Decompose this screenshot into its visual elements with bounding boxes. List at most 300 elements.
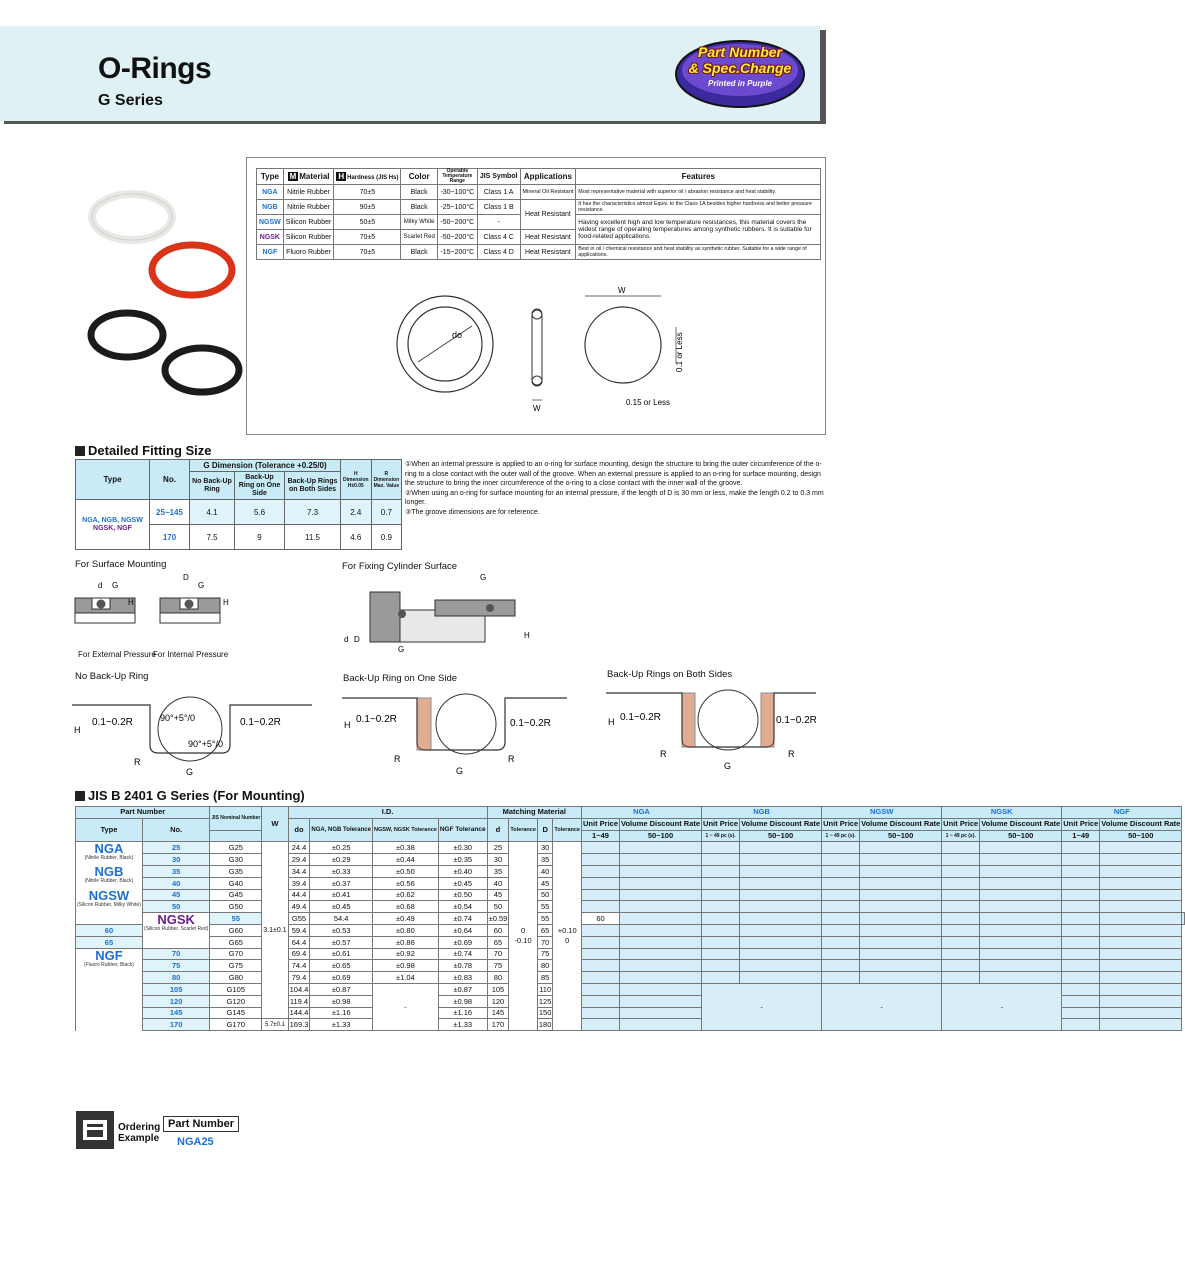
jis-price-cell bbox=[860, 865, 942, 877]
fit-one: 5.6 bbox=[235, 500, 285, 525]
jis-price-cell bbox=[581, 1007, 619, 1019]
jis-price-cell bbox=[1062, 983, 1100, 995]
jis-price-cell bbox=[1100, 1019, 1182, 1031]
jis-price-cell bbox=[942, 901, 980, 913]
jis-d: 75 bbox=[487, 960, 509, 972]
jis-price-cell bbox=[702, 889, 740, 901]
dim-less2: 0.15 or Less bbox=[626, 398, 671, 407]
jis-h-d: d bbox=[487, 818, 509, 842]
jis-ngf-tol: ±0.83 bbox=[438, 972, 487, 984]
jis-type-sub: (Silicon Rubber, Milky White) bbox=[77, 902, 141, 909]
phone-icon bbox=[75, 1110, 115, 1150]
jis-price-cell bbox=[1062, 865, 1100, 877]
jis-ngsw-tol: ±0.44 bbox=[372, 854, 438, 866]
jis-row bbox=[76, 901, 1185, 913]
jis-nga-tol: ±1.33 bbox=[310, 1019, 373, 1031]
jis-price-cell bbox=[860, 960, 942, 972]
jis-bigd: 70 bbox=[537, 936, 553, 948]
both-sides-drawing bbox=[606, 683, 826, 775]
mat-h-hardness-label: Hardness (JIS Hs) bbox=[347, 175, 399, 181]
jis-do: 64.4 bbox=[288, 936, 310, 948]
jis-price-cell bbox=[1062, 854, 1100, 866]
surf-h2: H bbox=[223, 598, 229, 607]
jis-price-cell bbox=[1100, 983, 1182, 995]
jis-price-cell bbox=[581, 865, 619, 877]
jis-row bbox=[76, 936, 1185, 948]
section-square-icon bbox=[75, 791, 85, 801]
jis-do: 39.4 bbox=[288, 877, 310, 889]
jis-price-cell bbox=[822, 854, 860, 866]
jis-price-cell bbox=[581, 936, 619, 948]
jis-price-cell bbox=[1100, 889, 1182, 901]
jis-do: 144.4 bbox=[289, 1008, 309, 1018]
jis-no: 145 bbox=[142, 1007, 209, 1019]
jis-h-q2: 50~100 bbox=[620, 830, 702, 842]
mat-h-temp: Operable Temperature Range bbox=[437, 169, 477, 185]
jis-h-unit: Unit Price bbox=[582, 819, 618, 829]
jis-price-cell bbox=[1100, 960, 1182, 972]
jis-h-q1: 1~49 bbox=[1062, 830, 1100, 842]
mat-h-material bbox=[283, 169, 334, 185]
jis-ngf-tol: ±0.40 bbox=[438, 865, 487, 877]
jis-price-cell bbox=[620, 842, 702, 854]
jis-h-id: I.D. bbox=[288, 807, 487, 819]
fit-none: 7.5 bbox=[190, 525, 235, 550]
nb-angle2: 90°+5°/0 bbox=[188, 739, 223, 749]
fit-both: 11.5 bbox=[285, 525, 341, 550]
jis-d: 70 bbox=[487, 948, 509, 960]
jis-h-q2: 50~100 bbox=[740, 830, 822, 842]
jis-price-cell bbox=[1062, 936, 1100, 948]
jis-h-vol: Volume Discount Rate bbox=[861, 819, 941, 829]
jis-price-cell bbox=[860, 854, 942, 866]
jis-price-cell bbox=[581, 983, 619, 995]
jis-price-cell bbox=[581, 924, 619, 936]
jis-do: 69.4 bbox=[288, 948, 310, 960]
jis-price-cell bbox=[822, 877, 860, 889]
jis-bigd: 150 bbox=[538, 1008, 552, 1018]
jis-h-vol: Volume Discount Rate bbox=[1101, 819, 1181, 829]
jis-no: 55 bbox=[210, 913, 262, 925]
jis-price-cell bbox=[581, 972, 619, 984]
jis-price-cell bbox=[1100, 877, 1182, 889]
mat-material: Silicon Rubber bbox=[283, 215, 334, 230]
mat-h-features: Features bbox=[576, 169, 821, 185]
mat-app: Heat Resistant bbox=[520, 245, 576, 260]
jis-price-cell bbox=[702, 972, 740, 984]
jis-nominal: G30 bbox=[210, 854, 262, 866]
jis-price-cell bbox=[942, 948, 980, 960]
badge-line2: & Spec.Change bbox=[688, 60, 792, 76]
jis-price-cell bbox=[822, 901, 860, 913]
jis-h-unit: Unit Price bbox=[703, 819, 739, 829]
jis-ngf-tol: ±0.30 bbox=[438, 842, 487, 854]
mat-h-type: Type bbox=[257, 169, 284, 185]
jis-nominal: G45 bbox=[210, 889, 262, 901]
jis-h-vol: Volume Discount Rate bbox=[741, 819, 821, 829]
jis-row bbox=[76, 983, 1185, 995]
jis-price-cell bbox=[702, 854, 740, 866]
caption-surface: For Surface Mounting bbox=[75, 559, 167, 570]
material-m-icon: M bbox=[289, 172, 297, 181]
jis-do: 59.4 bbox=[288, 924, 310, 936]
jis-type-cell bbox=[142, 913, 209, 948]
one-g: G bbox=[456, 766, 464, 776]
jis-type-cell bbox=[76, 842, 143, 866]
jis-price-cell bbox=[620, 948, 702, 960]
surf-h1: H bbox=[128, 598, 134, 607]
jis-price-cell bbox=[1062, 924, 1100, 936]
badge-line3: Printed in Purple bbox=[707, 79, 772, 88]
ordering-label1: Ordering bbox=[118, 1122, 161, 1133]
jis-nominal: G120 bbox=[210, 995, 262, 1007]
jis-bigd: 65 bbox=[537, 924, 553, 936]
jis-no: 50 bbox=[142, 901, 209, 913]
jis-do: 119.4 bbox=[289, 996, 309, 1006]
jis-ngsw-tol: ±0.86 bbox=[372, 936, 438, 948]
jis-bigd: 75 bbox=[537, 948, 553, 960]
jis-d: 50 bbox=[487, 901, 509, 913]
jis-d: 145 bbox=[487, 1007, 509, 1019]
jis-bigd: 80 bbox=[537, 960, 553, 972]
surf-bigD: D bbox=[183, 573, 189, 582]
jis-price-cell bbox=[702, 936, 740, 948]
one-r01-right: 0.1~0.2R bbox=[510, 718, 551, 729]
jis-ngsw-tol: ±1.04 bbox=[372, 972, 438, 984]
fitting-notes bbox=[405, 460, 825, 517]
jis-h-ngsw-tol: NGSW, NGSK Tolerance bbox=[372, 818, 438, 842]
mat-color: Black bbox=[401, 200, 437, 215]
jis-price-cell bbox=[620, 854, 702, 866]
jis-price-cell bbox=[980, 936, 1062, 948]
mat-app: Heat Resistant bbox=[520, 230, 576, 245]
oring-photo-illustration bbox=[75, 157, 245, 433]
header-shadow bbox=[820, 30, 826, 122]
jis-bigd: 60 bbox=[581, 913, 619, 925]
mat-hardness: 90±5 bbox=[334, 200, 401, 215]
jis-price-cell bbox=[980, 889, 1062, 901]
jis-ngf-tol: ±0.59 bbox=[488, 914, 508, 924]
one-r-left: R bbox=[394, 754, 401, 764]
header-shadow-bottom bbox=[4, 121, 826, 124]
jis-h-unit: Unit Price bbox=[823, 819, 859, 829]
mat-jis: Class 1 A bbox=[477, 185, 520, 200]
jis-do: 74.4 bbox=[288, 960, 310, 972]
jis-price-cell bbox=[740, 901, 822, 913]
part-number-value: NGA25 bbox=[177, 1136, 214, 1148]
one-h: H bbox=[344, 720, 351, 730]
jis-price-cell bbox=[1062, 842, 1100, 854]
jis-type-sub: (Silicon Rubber, Scarlet Red) bbox=[143, 926, 209, 933]
jis-d: 30 bbox=[487, 854, 509, 866]
jis-h-unit: Unit Price bbox=[1063, 819, 1099, 829]
jis-nga-tol: ±0.41 bbox=[310, 889, 373, 901]
jis-ngf-tol: ±0.74 bbox=[438, 948, 487, 960]
jis-nga-tol: ±0.49 bbox=[372, 913, 438, 925]
jis-price-cell bbox=[1062, 1007, 1100, 1019]
jis-price-cell bbox=[942, 865, 980, 877]
jis-price-cell bbox=[860, 924, 942, 936]
jis-price-cell bbox=[581, 995, 619, 1007]
jis-price-cell bbox=[822, 960, 860, 972]
jis-price-cell bbox=[620, 913, 702, 925]
jis-price-cell bbox=[581, 901, 619, 913]
jis-h-vol: Volume Discount Rate bbox=[981, 819, 1061, 829]
jis-price-cell bbox=[980, 948, 1062, 960]
mat-row-ngf bbox=[257, 245, 821, 260]
jis-price-cell bbox=[581, 960, 619, 972]
jis-price-cell bbox=[1062, 901, 1100, 913]
jis-price-cell bbox=[1062, 972, 1100, 984]
fit-row bbox=[76, 500, 402, 525]
jis-ngf-tol: ±0.87 bbox=[438, 983, 487, 995]
jis-h-ngf-tol: NGF Tolerance bbox=[438, 818, 487, 842]
mat-type: NGB bbox=[257, 200, 284, 215]
jis-do: 54.4 bbox=[310, 913, 373, 925]
badge-line1: Part Number bbox=[697, 44, 783, 60]
jis-ngsw-tol: ±0.98 bbox=[372, 960, 438, 972]
jis-price-cell bbox=[581, 877, 619, 889]
jis-no: 120 bbox=[142, 995, 209, 1007]
note-2: ②When using an o-ring for surface mounting for an internal pressure, if the length of D is 30 mm or less, make the length 0.2 to 0.3 mm longer. bbox=[405, 489, 824, 506]
jis-h-nominal-blank bbox=[210, 830, 262, 842]
surf-g2: G bbox=[198, 581, 205, 590]
mat-type: NGF bbox=[257, 245, 284, 260]
jis-do: 34.4 bbox=[288, 865, 310, 877]
jis-no: 170 bbox=[142, 1019, 209, 1031]
nb-r: R bbox=[134, 757, 141, 767]
one-r01-left: 0.1~0.2R bbox=[356, 714, 397, 725]
section-square-icon bbox=[75, 446, 85, 456]
caption-no-backup: No Back-Up Ring bbox=[75, 671, 149, 682]
jis-nga-tol: ±0.87 bbox=[310, 983, 373, 995]
nb-g: G bbox=[186, 767, 194, 777]
mat-row-ngb bbox=[257, 200, 821, 215]
jis-type-name: NGSW bbox=[88, 888, 130, 904]
jis-price-cell bbox=[980, 842, 1062, 854]
jis-price-cell bbox=[740, 865, 822, 877]
jis-ngf-tol: ±0.98 bbox=[438, 995, 487, 1007]
jis-no: 30 bbox=[142, 854, 209, 866]
jis-no: 25 bbox=[142, 842, 209, 854]
jis-d: 35 bbox=[487, 865, 509, 877]
jis-h-q2: 50~100 bbox=[1100, 830, 1182, 842]
jis-ngsw-tol: ±0.68 bbox=[372, 901, 438, 913]
jis-row bbox=[76, 924, 1185, 936]
jis-row bbox=[76, 913, 1185, 925]
mat-hardness: 50±5 bbox=[334, 215, 401, 230]
jis-nga-tol: ±0.69 bbox=[310, 972, 373, 984]
jis-price-cell bbox=[860, 972, 942, 984]
jis-nga-tol: ±0.37 bbox=[310, 877, 373, 889]
mat-material: Fluoro Rubber bbox=[283, 245, 334, 260]
fit-type bbox=[76, 500, 150, 550]
jis-price-cell bbox=[980, 901, 1062, 913]
jis-bigd: 125 bbox=[538, 996, 552, 1006]
both-g: G bbox=[724, 761, 732, 771]
jis-title-text: JIS B 2401 G Series (For Mounting) bbox=[88, 788, 305, 803]
jis-nga-tol: ±0.53 bbox=[310, 924, 373, 936]
jis-ngsk-dash: - bbox=[942, 983, 1062, 1030]
both-r01-left: 0.1~0.2R bbox=[620, 712, 661, 723]
mat-type: NGSW bbox=[257, 215, 284, 230]
jis-ngsw-tol: ±0.92 bbox=[372, 948, 438, 960]
jis-price-cell bbox=[980, 913, 1062, 925]
jis-ngf-tol: ±0.35 bbox=[438, 854, 487, 866]
jis-price-cell bbox=[740, 854, 822, 866]
jis-ngf-tol: ±0.69 bbox=[438, 936, 487, 948]
jis-bigd: 40 bbox=[537, 865, 553, 877]
jis-h-q2: 50~100 bbox=[860, 830, 942, 842]
jis-nga-tol: ±0.57 bbox=[310, 936, 373, 948]
fit-no: 170 bbox=[150, 525, 190, 550]
jis-h-q1s: 1 ~ 49 pc (s). bbox=[942, 830, 980, 842]
jis-h-unit: Unit Price bbox=[943, 819, 979, 829]
jis-price-cell bbox=[822, 865, 860, 877]
jis-ngf-tol: ±0.78 bbox=[438, 960, 487, 972]
jis-nominal: G25 bbox=[210, 842, 262, 854]
jis-price-cell bbox=[620, 901, 702, 913]
jis-h-co-ngsk: NGSK bbox=[942, 807, 1062, 819]
mat-hardness: 70±5 bbox=[334, 245, 401, 260]
jis-h-co-nga: NGA bbox=[581, 807, 701, 819]
jis-h-do: do bbox=[288, 818, 310, 842]
jis-h-co-ngf: NGF bbox=[1062, 807, 1182, 819]
mat-temp: -25~100°C bbox=[437, 200, 477, 215]
jis-row bbox=[76, 854, 1185, 866]
jis-nominal: G50 bbox=[210, 901, 262, 913]
jis-h-q2: 50~100 bbox=[980, 830, 1062, 842]
page-title: O-Rings bbox=[98, 52, 212, 85]
jis-do: 24.4 bbox=[288, 842, 310, 854]
fit-h: 2.4 bbox=[341, 500, 372, 525]
jis-price-cell bbox=[942, 936, 980, 948]
jis-price-cell bbox=[980, 924, 1062, 936]
jis-price-cell bbox=[822, 936, 860, 948]
mat-type: NGA bbox=[257, 185, 284, 200]
jis-price-cell bbox=[1100, 972, 1182, 984]
mat-jis: - bbox=[477, 215, 520, 230]
jis-do: 104.4 bbox=[289, 984, 309, 994]
jis-ngf-tol: ±0.45 bbox=[438, 877, 487, 889]
jis-row bbox=[76, 865, 1185, 877]
jis-price-cell bbox=[1182, 913, 1185, 925]
jis-price-cell bbox=[620, 877, 702, 889]
jis-d: 60 bbox=[487, 924, 509, 936]
jis-do: 79.4 bbox=[288, 972, 310, 984]
jis-h-no: No. bbox=[142, 818, 209, 842]
jis-price-cell bbox=[980, 865, 1062, 877]
surf-g1: G bbox=[112, 581, 119, 590]
jis-price-cell bbox=[942, 913, 980, 925]
jis-table bbox=[75, 806, 1185, 1031]
mat-color: Black bbox=[401, 245, 437, 260]
jis-d: 80 bbox=[487, 972, 509, 984]
jis-nga-tol: ±0.61 bbox=[310, 948, 373, 960]
jis-price-cell bbox=[1062, 948, 1100, 960]
jis-price-cell bbox=[1100, 995, 1182, 1007]
jis-bigd: 35 bbox=[537, 854, 553, 866]
jis-bigd: 85 bbox=[537, 972, 553, 984]
nb-r01-right: 0.1~0.2R bbox=[240, 717, 281, 728]
jis-price-cell bbox=[822, 889, 860, 901]
mat-h-hardness bbox=[334, 169, 401, 185]
jis-price-cell bbox=[860, 889, 942, 901]
jis-ngsw-tol: ±0.74 bbox=[438, 913, 487, 925]
jis-type-cell bbox=[76, 865, 143, 889]
jis-w: 3.1±0.1 bbox=[262, 842, 288, 1019]
jis-nga-tol: ±0.29 bbox=[310, 854, 373, 866]
jis-d: 65 bbox=[487, 936, 509, 948]
jis-price-cell bbox=[942, 842, 980, 854]
jis-price-cell bbox=[942, 889, 980, 901]
jis-nominal: G80 bbox=[210, 972, 262, 984]
jis-price-cell bbox=[620, 1019, 702, 1031]
jis-price-cell bbox=[620, 995, 702, 1007]
jis-ngsw-tol-dash: - bbox=[372, 983, 438, 1030]
jis-h-q1s: 1 ~ 49 pc (s). bbox=[822, 830, 860, 842]
mat-app: Mineral Oil Resistant bbox=[520, 185, 576, 200]
jis-price-cell bbox=[581, 889, 619, 901]
jis-nga-tol: ±0.33 bbox=[310, 865, 373, 877]
jis-do: 29.4 bbox=[288, 854, 310, 866]
jis-ngsw-tol: ±0.38 bbox=[372, 842, 438, 854]
both-h: H bbox=[608, 717, 615, 727]
jis-h-matching: Matching Material bbox=[487, 807, 581, 819]
jis-nga-tol: ±0.65 bbox=[310, 960, 373, 972]
jis-bigd: 30 bbox=[537, 842, 553, 854]
part-number-box: Part Number bbox=[163, 1116, 239, 1132]
jis-h-type: Type bbox=[76, 818, 143, 842]
jis-ngb-dash: - bbox=[702, 983, 822, 1030]
jis-price-cell bbox=[1100, 842, 1182, 854]
fit-h-both: Back-Up Rings on Both Sides bbox=[285, 472, 341, 500]
jis-price-cell bbox=[822, 913, 860, 925]
mat-hardness: 70±5 bbox=[334, 230, 401, 245]
fitting-table bbox=[75, 459, 402, 550]
note-3: ③The groove dimensions are for reference. bbox=[405, 508, 540, 516]
jis-ngsw-tol: ±0.56 bbox=[372, 877, 438, 889]
jis-type-cell bbox=[76, 889, 143, 924]
jis-price-cell bbox=[702, 842, 740, 854]
jis-row bbox=[76, 889, 1185, 901]
fit-r: 0.9 bbox=[371, 525, 402, 550]
mat-material: Nitrile Rubber bbox=[283, 200, 334, 215]
jis-h-co-ngsw: NGSW bbox=[822, 807, 942, 819]
fit-type-line2: NGSK, NGF bbox=[93, 524, 132, 532]
jis-no: 65 bbox=[76, 936, 143, 948]
jis-price-cell bbox=[1100, 865, 1182, 877]
fit-type-line1: NGA, NGB, NGSW bbox=[82, 516, 143, 524]
cyl-g: G bbox=[480, 573, 487, 582]
jis-row bbox=[76, 842, 1185, 854]
jis-d-tol: 0 -0.10 bbox=[509, 842, 538, 1031]
jis-price-cell bbox=[740, 948, 822, 960]
jis-row bbox=[76, 948, 1185, 960]
jis-d: 170 bbox=[487, 1019, 509, 1031]
jis-d: 55 bbox=[537, 913, 553, 925]
jis-price-cell bbox=[620, 924, 702, 936]
jis-h-nga-tol: NGA, NGB Tolerance bbox=[310, 818, 373, 842]
caption-one-side: Back-Up Ring on One Side bbox=[343, 673, 458, 684]
jis-do: 49.4 bbox=[288, 901, 310, 913]
jis-price-cell bbox=[942, 972, 980, 984]
mat-h-app: Applications bbox=[520, 169, 576, 185]
jis-nominal: G75 bbox=[210, 960, 262, 972]
caption-both-sides: Back-Up Rings on Both Sides bbox=[607, 669, 733, 680]
jis-price-cell bbox=[1100, 936, 1182, 948]
jis-no: 105 bbox=[142, 983, 209, 995]
